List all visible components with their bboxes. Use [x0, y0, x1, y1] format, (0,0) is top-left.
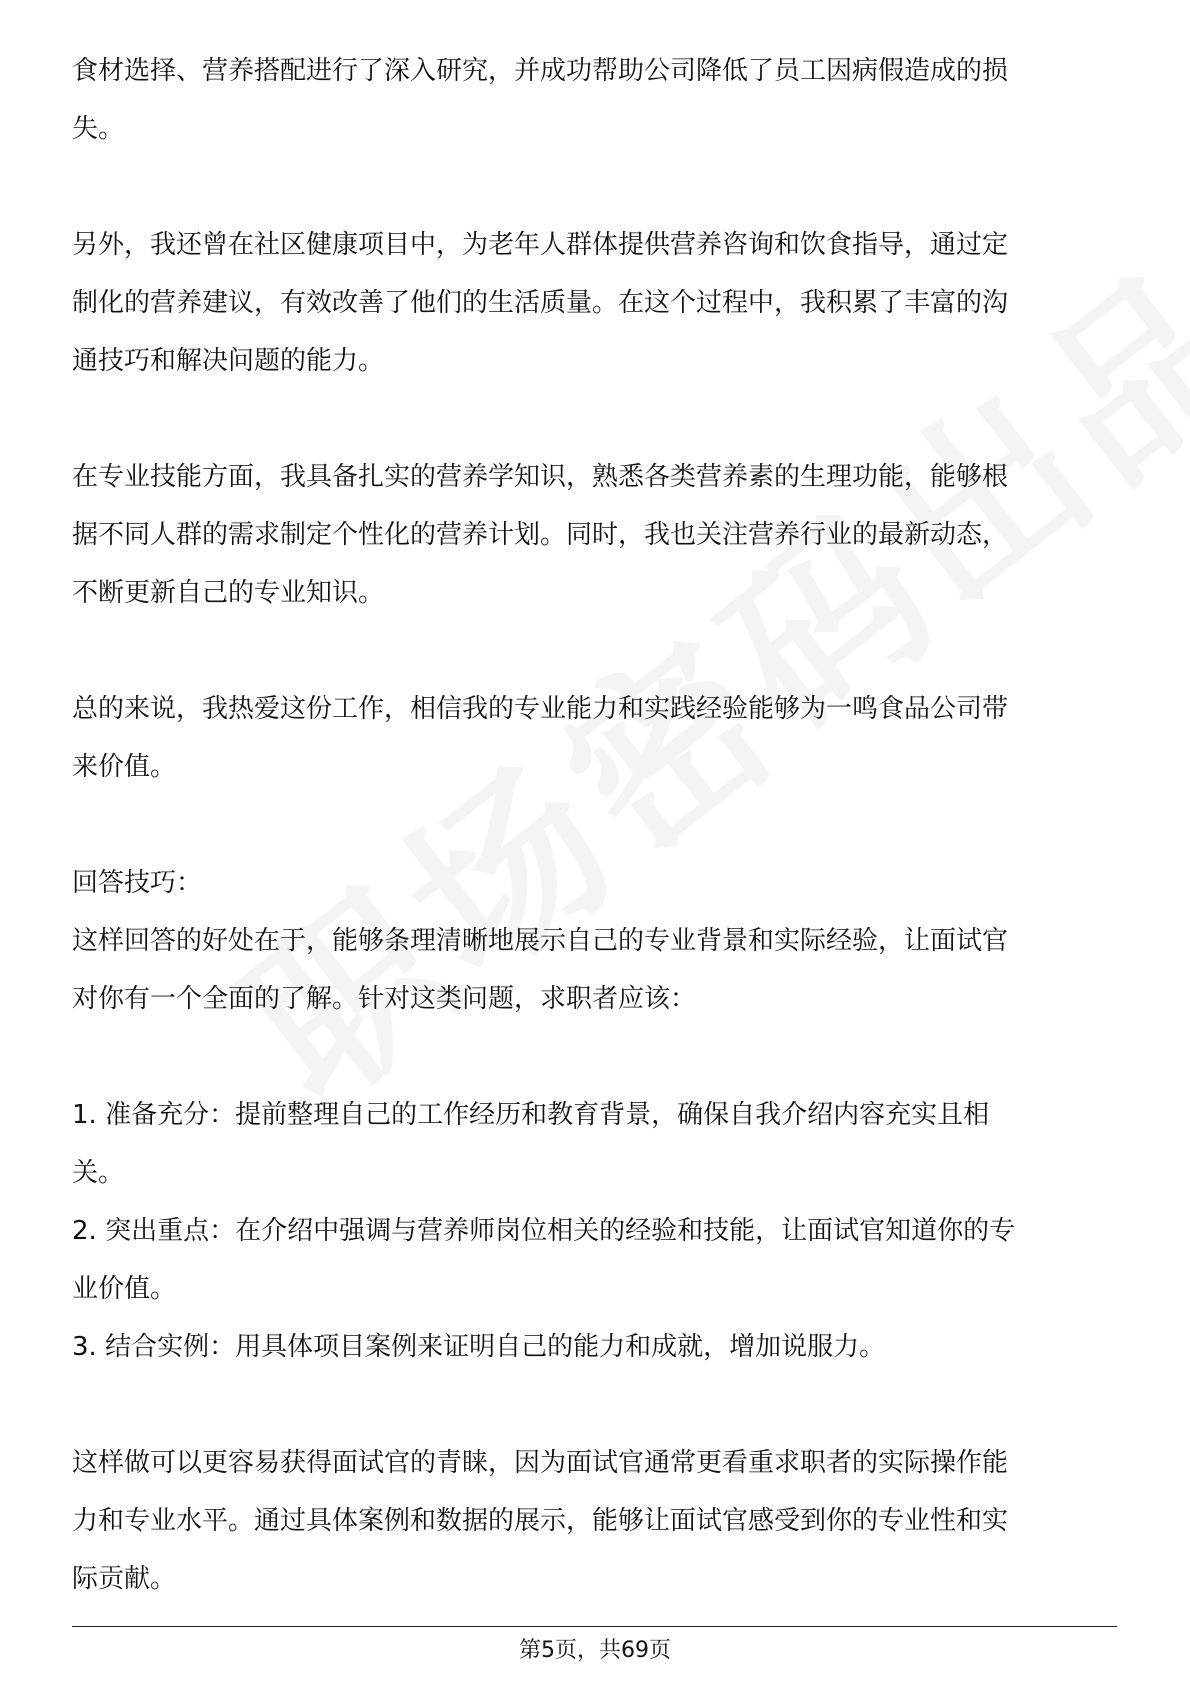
document-body: [72, 42, 1117, 1608]
paragraph: [72, 1434, 1117, 1608]
tips-list: [72, 1086, 1117, 1376]
text-line: 不断更新自己的专业知识。: [72, 578, 385, 608]
footer-divider: [72, 1626, 1117, 1627]
text-line: 制化的营养建议，有效改善了他们的生活质量。在这个过程中，我积累了丰富的沟: [72, 288, 1009, 318]
list-item-continuation: 业价值。: [72, 1274, 177, 1304]
paragraph: [72, 680, 1117, 796]
text-line: 食材选择、营养搭配进行了深入研究，并成功帮助公司降低了员工因病假造成的损: [72, 56, 1009, 86]
text-line: 另外，我还曾在社区健康项目中，为老年人群体提供营养咨询和饮食指导，通过定: [72, 230, 1009, 260]
list-item: 3. 结合实例：用具体项目案例来证明自己的能力和成就，增加说服力。: [72, 1332, 886, 1362]
paragraph: [72, 448, 1117, 622]
section-heading: 回答技巧：: [72, 868, 203, 898]
list-item-continuation: 关。: [72, 1158, 125, 1188]
text-line: 总的来说，我热爱这份工作，相信我的专业能力和实践经验能够为一鸣食品公司带: [72, 694, 1009, 724]
text-line: 际贡献。: [72, 1564, 177, 1594]
text-line: 据不同人群的需求制定个性化的营养计划。同时，我也关注营养行业的最新动态，: [72, 520, 1009, 550]
text-line: 失。: [72, 114, 125, 144]
paragraph: [72, 216, 1117, 390]
text-line: 在专业技能方面，我具备扎实的营养学知识，熟悉各类营养素的生理功能，能够根: [72, 462, 1009, 492]
text-line: 通技巧和解决问题的能力。: [72, 346, 385, 376]
list-item: 2. 突出重点：在介绍中强调与营养师岗位相关的经验和技能，让面试官知道你的专: [72, 1216, 1016, 1246]
paragraph: [72, 42, 1117, 158]
text-line: 这样回答的好处在于，能够条理清晰地展示自己的专业背景和实际经验，让面试官: [72, 926, 1009, 956]
text-line: 来价值。: [72, 752, 177, 782]
list-item: 1. 准备充分：提前整理自己的工作经历和教育背景，确保自我介绍内容充实且相: [72, 1100, 990, 1130]
text-line: 对你有一个全面的了解。针对这类问题，求职者应该：: [72, 984, 697, 1014]
page-number: 第5页，共69页: [519, 1638, 671, 1663]
text-line: 力和专业水平。通过具体案例和数据的展示，能够让面试官感受到你的专业性和实: [72, 1506, 1009, 1536]
text-line: 这样做可以更容易获得面试官的青睐，因为面试官通常更看重求职者的实际操作能: [72, 1448, 1009, 1478]
paragraph-answer-tips: [72, 854, 1117, 1028]
